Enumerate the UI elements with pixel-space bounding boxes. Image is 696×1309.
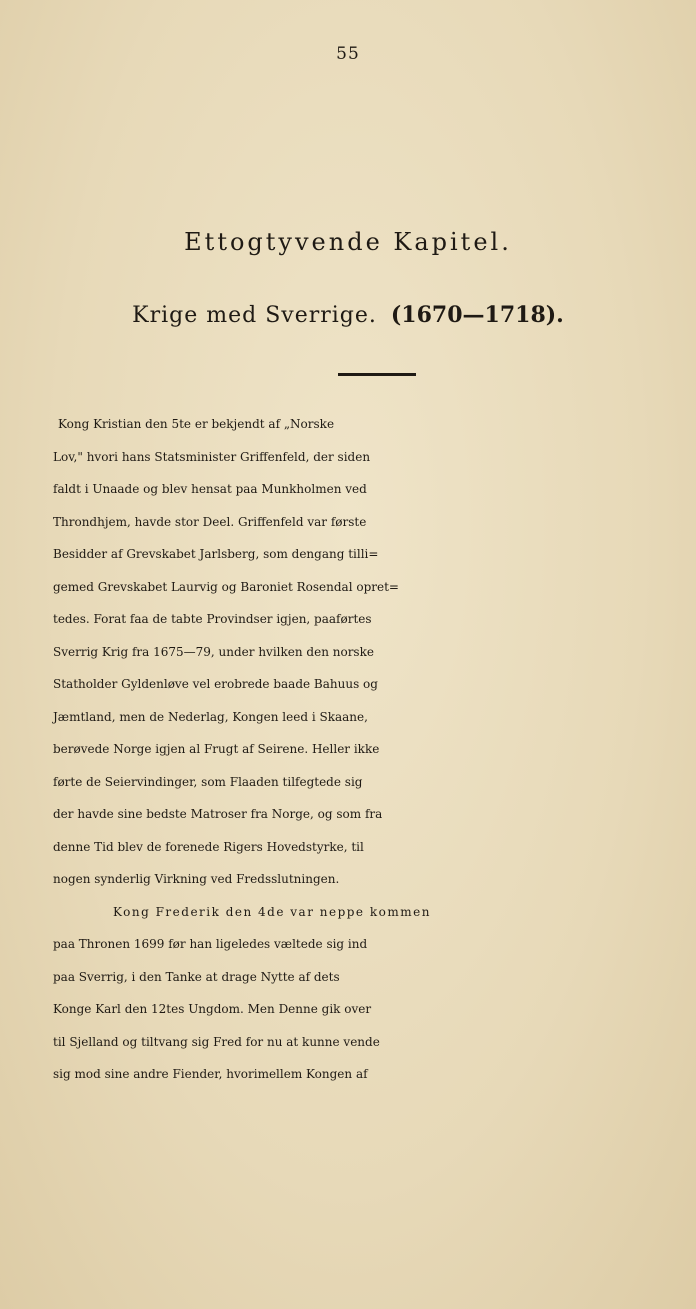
text-line: berøvede Norge igjen al Frugt af Seirene. Heller ikke — [53, 742, 380, 756]
text-line: Kong Frederik den 4de var neppe kommen — [113, 904, 431, 919]
text-line: denne Tid blev de forenede Rigers Hovedstyrke, til — [53, 839, 364, 854]
subtitle-text: Krige med Sverrige. — [132, 303, 377, 328]
text-line: Kong Kristian den 5te er bekjendt af „Norske — [58, 417, 335, 431]
chapter-subtitle — [0, 302, 696, 328]
section-divider — [338, 373, 416, 376]
text-line: Konge Karl den 12tes Ungdom. Men Denne gik over — [53, 1002, 372, 1016]
subtitle-years: (1670—1718). — [390, 302, 564, 328]
text-line: paa Sverrig, i den Tanke at drage Nytte af dets — [53, 969, 340, 984]
text-line: førte de Seiervindinger, som Flaaden tilfegtede sig — [53, 774, 363, 789]
text-line: Throndhjem, havde stor Deel. Griffenfeld var første — [53, 514, 367, 529]
text-line: gemed Grevskabet Laurvig og Baroniet Rosendal opret= — [53, 579, 399, 594]
text-line: der havde sine bedste Matroser fra Norge, og som fra — [53, 807, 383, 821]
page-number: 55 — [336, 44, 360, 64]
text-line: Besidder af Grevskabet Jarlsberg, som dengang tilli= — [53, 547, 379, 561]
text-line: til Sjelland og tiltvang sig Fred for nu at kunne vende — [53, 1034, 380, 1049]
text-line: Statholder Gyldenløve vel erobrede baade Bahuus og — [53, 677, 378, 691]
text-line: sig mod sine andre Fiender, hvorimellem Kongen af — [53, 1067, 368, 1081]
text-line: nogen synderlig Virkning ved Fredsslutningen. — [53, 872, 340, 886]
text-line: faldt i Unaade og blev hensat paa Munkholmen ved — [53, 482, 367, 496]
text-line: Jæmtland, men de Nederlag, Kongen leed i Skaane, — [53, 709, 368, 724]
text-line: tedes. Forat faa de tabte Provindser igjen, paaførtes — [53, 612, 372, 626]
chapter-title: Ettogtyvende Kapitel. — [184, 228, 512, 256]
text-line: Lov," hvori hans Statsminister Griffenfeld, der siden — [53, 449, 371, 464]
text-line: paa Thronen 1699 før han ligeledes væltede sig ind — [53, 937, 368, 951]
body-text — [53, 408, 694, 1091]
text-line: Sverrig Krig fra 1675—79, under hvilken den norske — [53, 644, 374, 659]
